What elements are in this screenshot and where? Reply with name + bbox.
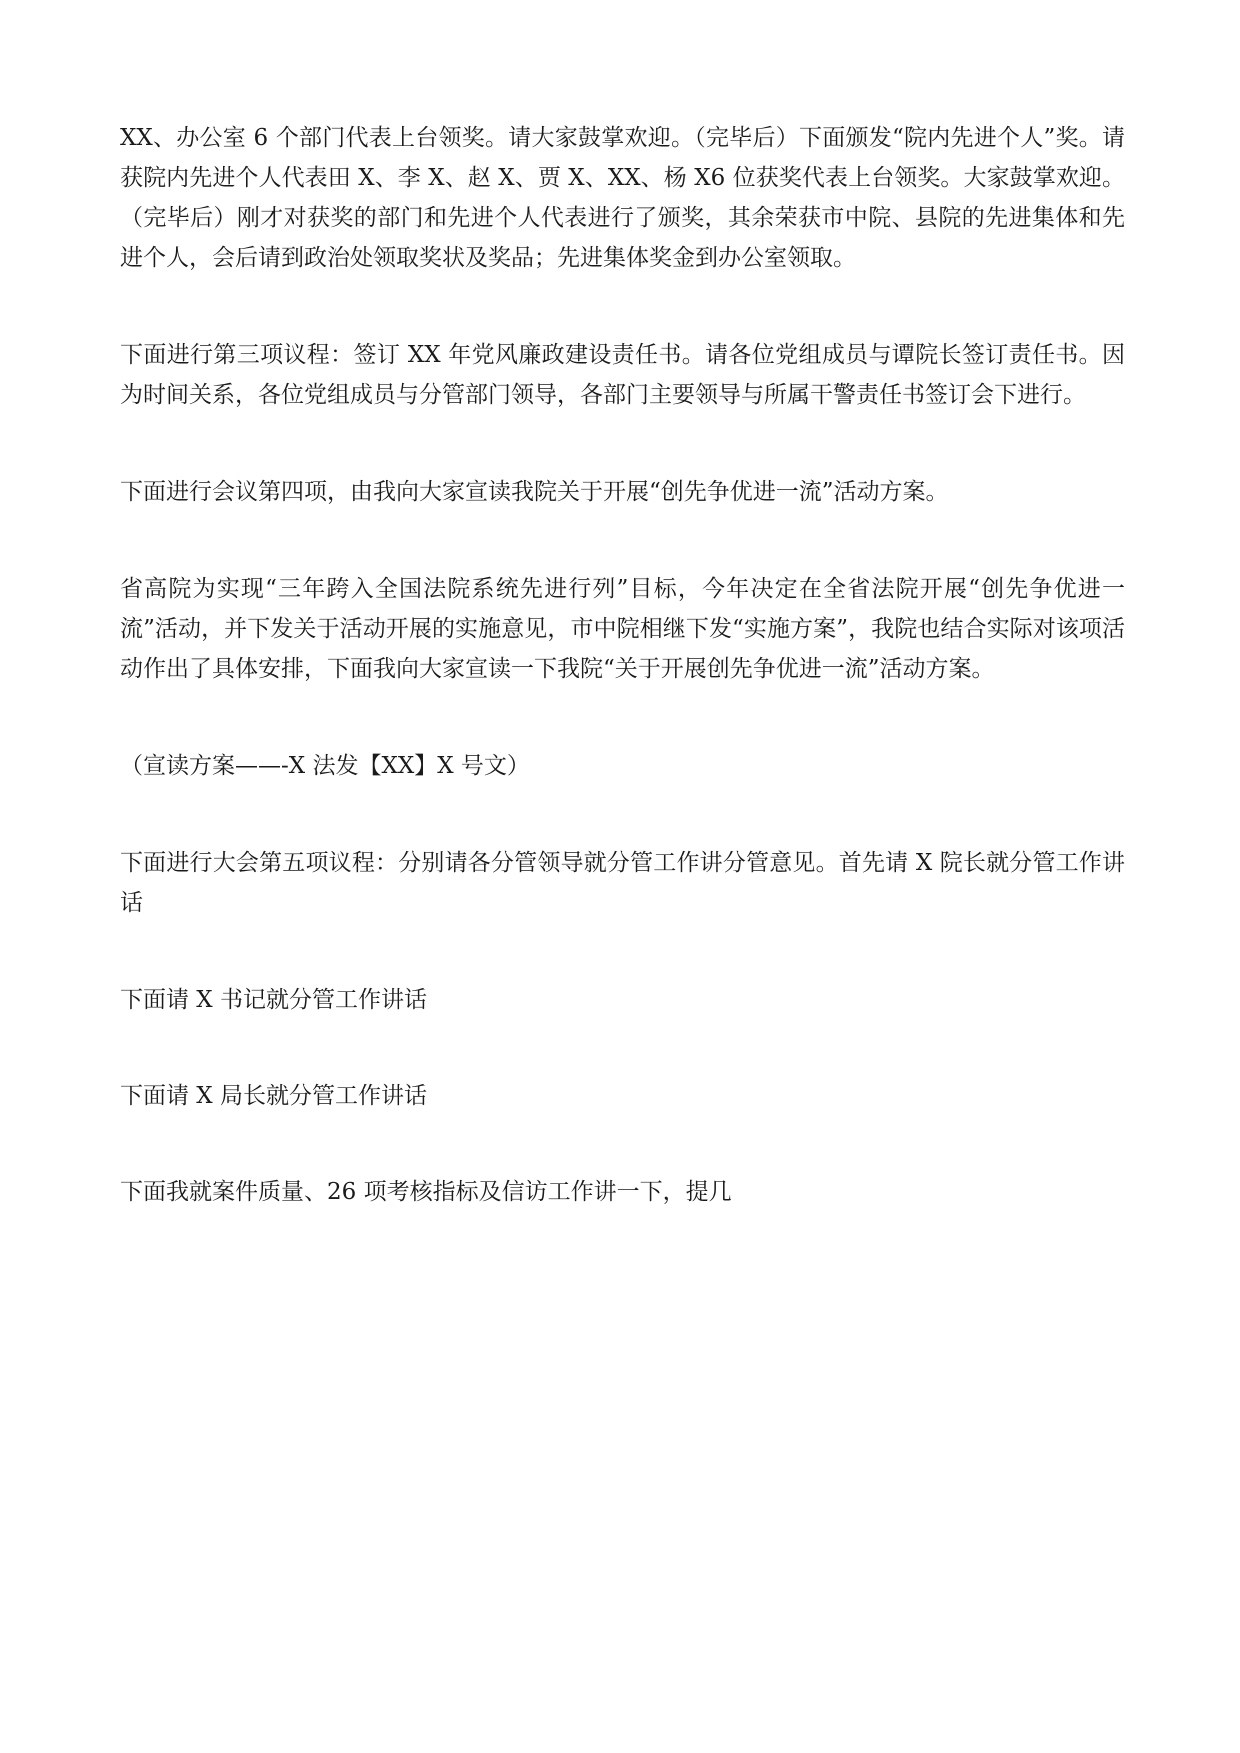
paragraph-reading-note: （宣读方案——-X 法发【XX】X 号文） <box>120 753 530 779</box>
paragraph-item-three: 下面进行第三项议程：签订 XX 年党风廉政建设责任书。请各位党组成员与谭院长签订责任书。因为时间关系，各位党组成员与分管部门领导，各部门主要领导与所属干警责任书签订会下进行。 <box>120 342 1125 408</box>
paragraph-secretary-speech: 下面请 X 书记就分管工作讲话 <box>120 987 427 1013</box>
paragraph-activity-background: 省高院为实现“三年跨入全国法院系统先进行列”目标，今年决定在全省法院开展“创先争优进一流”活动，并下发关于活动开展的实施意见，市中院相继下发“实施方案”，我院也结合实际对该项活动作出了具体安排，下面我向大家宣读一下我院“关于开展创先争优进一流”活动方案。 <box>120 576 1125 682</box>
paragraph-item-four: 下面进行会议第四项，由我向大家宣读我院关于开展“创先争优进一流”活动方案。 <box>120 479 949 505</box>
paragraph-award-ceremony: XX、办公室 6 个部门代表上台领奖。请大家鼓掌欢迎。（完毕后）下面颁发“院内先进个人”奖。请获院内先进个人代表田 X、李 X、赵 X、贾 X、XX、杨 X6 位获奖代表上台领奖。大家鼓掌欢迎。（完毕后）刚才对获奖的部门和先进个人代表进行了颁奖，其余荣获市中院、县院的先进集体和先进个人，会后请到政治处领取奖状及奖品；先进集体奖金到办公室领取。 <box>120 125 1125 271</box>
paragraph-item-five: 下面进行大会第五项议程：分别请各分管领导就分管工作讲分管意见。首先请 X 院长就分管工作讲话 <box>120 850 1125 916</box>
paragraph-director-speech: 下面请 X 局长就分管工作讲话 <box>120 1083 427 1109</box>
document-body <box>120 118 1125 1269</box>
paragraph-case-quality: 下面我就案件质量、26 项考核指标及信访工作讲一下，提几 <box>120 1179 732 1205</box>
